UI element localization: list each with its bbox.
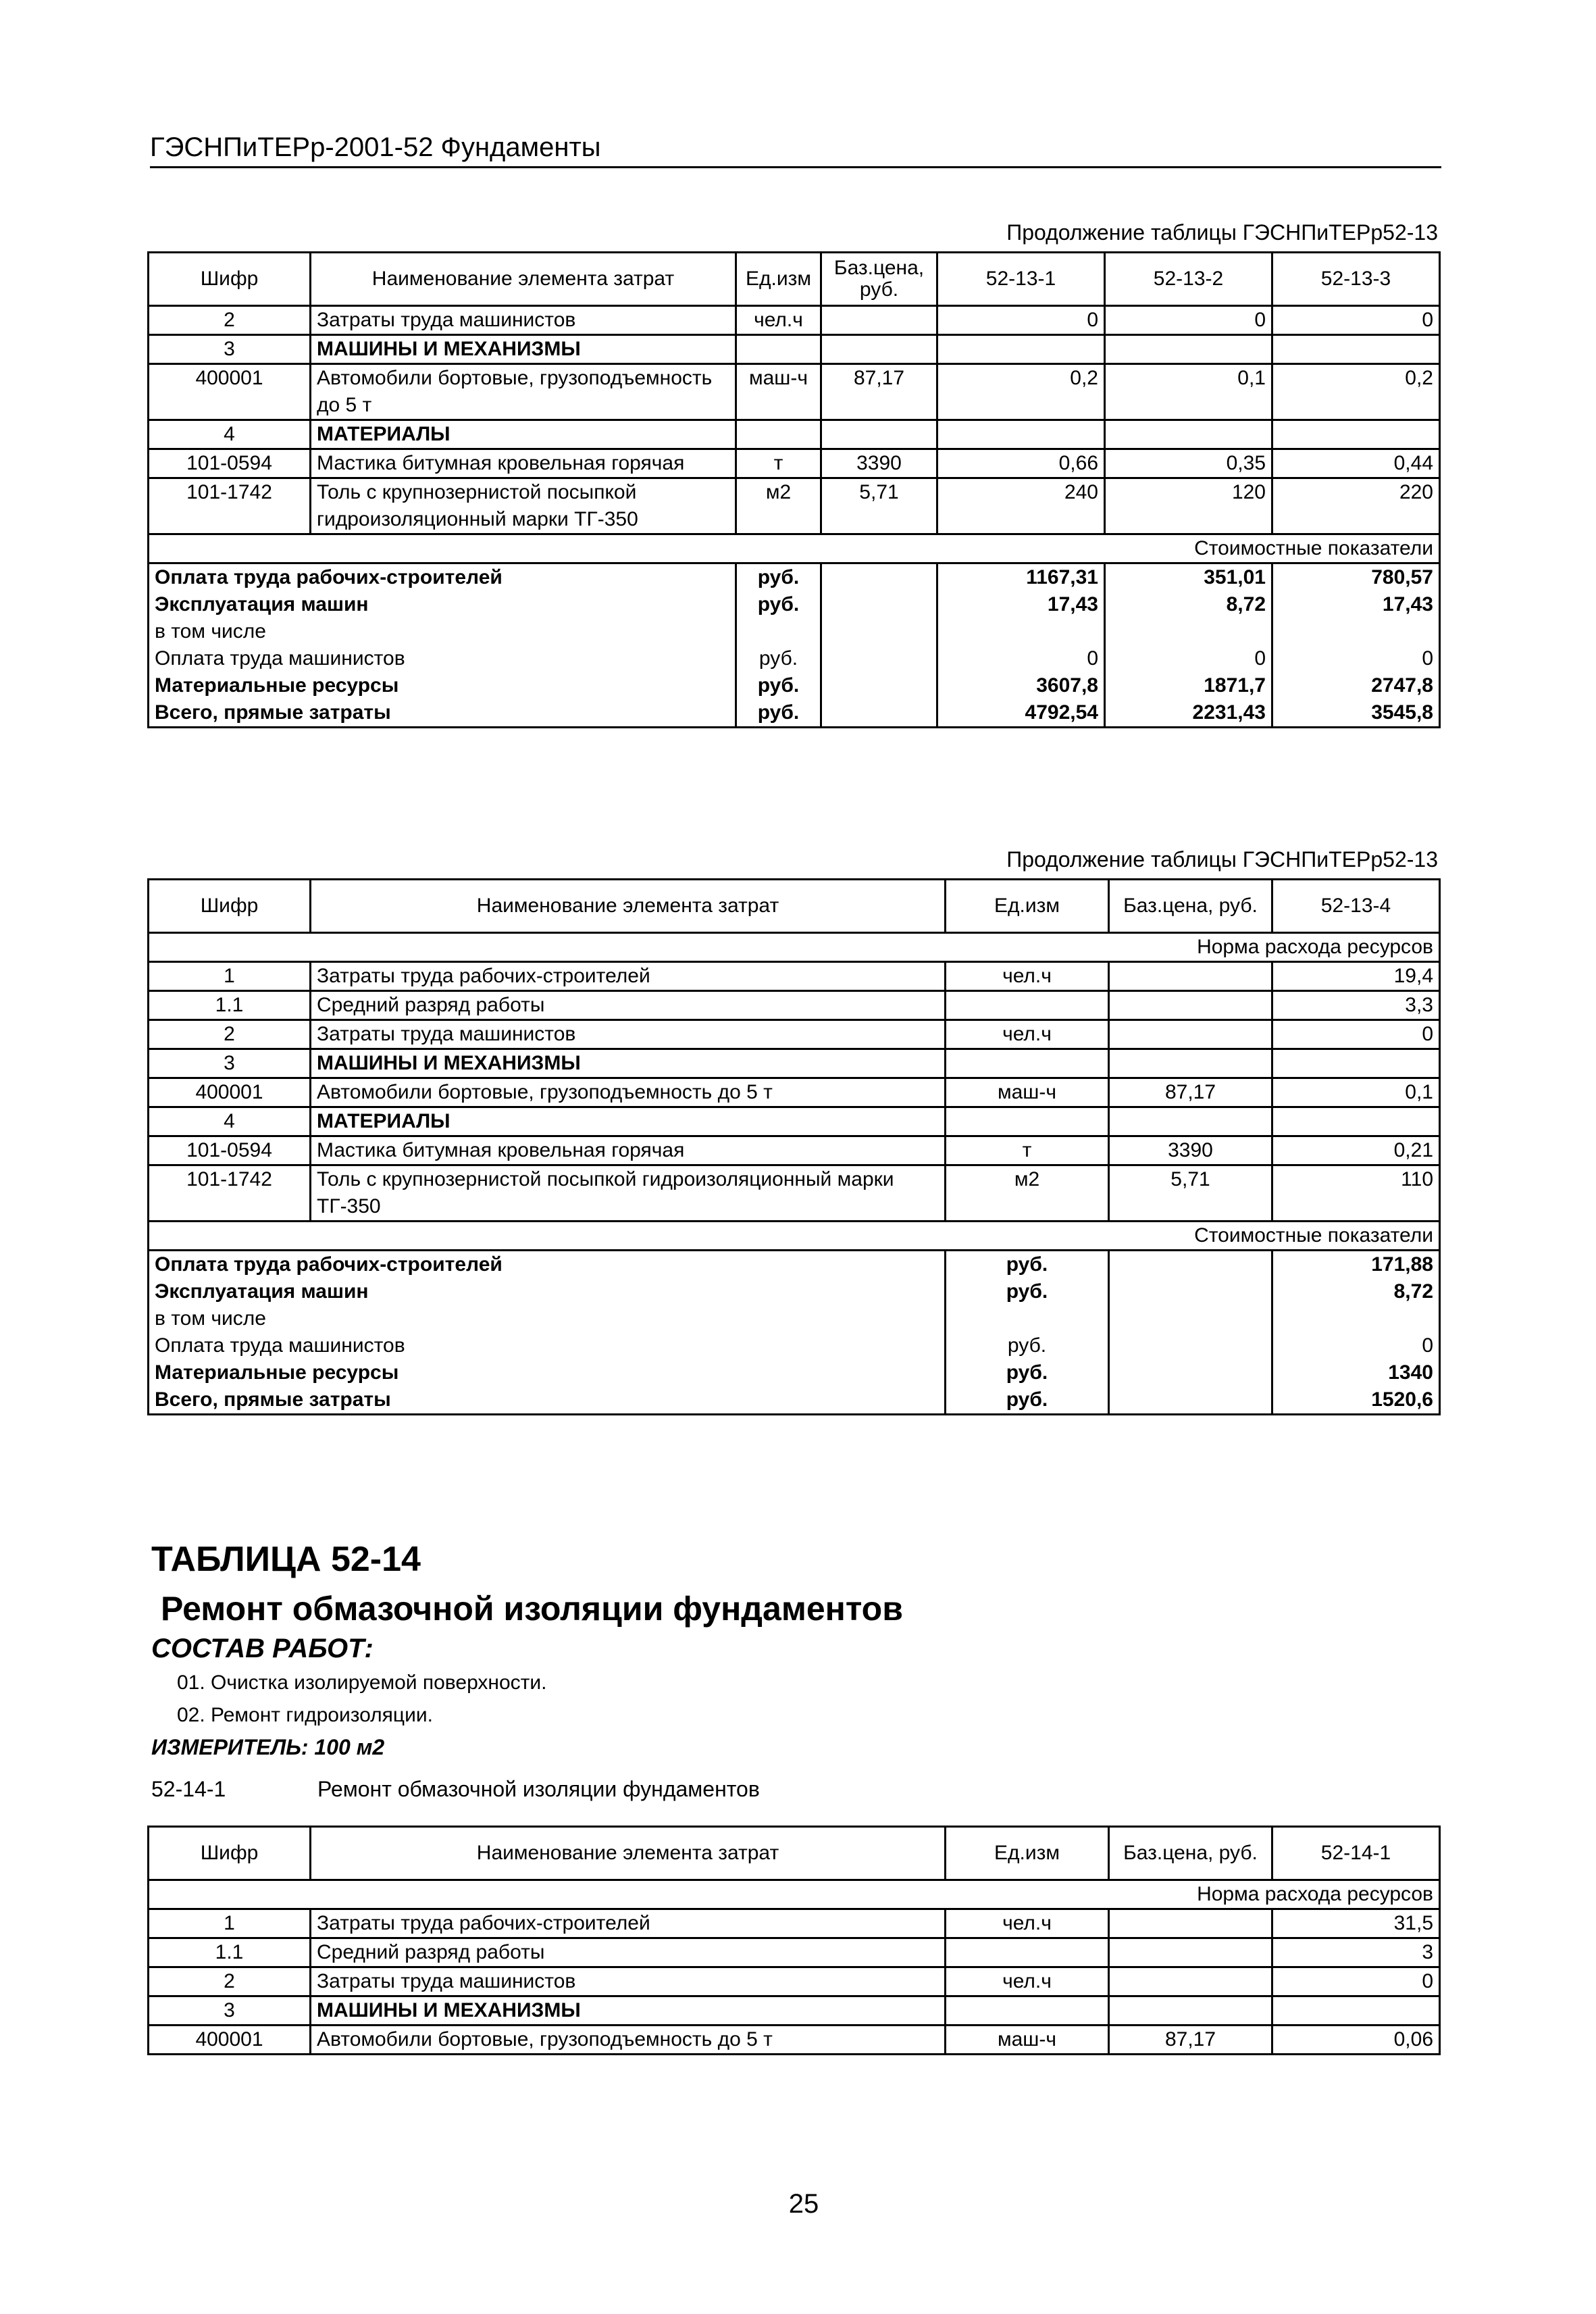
- table-row: [149, 1136, 1440, 1165]
- empty-cell: [1109, 1251, 1272, 1279]
- cost-value: [1272, 1305, 1440, 1332]
- col-unit-header: Ед.изм: [946, 880, 1109, 933]
- row-unit: [946, 1938, 1109, 1967]
- empty-cell: [1105, 335, 1272, 364]
- cost-value: 1167,31: [937, 563, 1105, 592]
- row-code: 101-0594: [149, 449, 311, 478]
- row-unit: т: [946, 1136, 1109, 1165]
- cost-label: Оплата труда рабочих-строителей: [149, 1251, 946, 1279]
- cost-unit: [946, 1305, 1109, 1332]
- row-unit: [946, 991, 1109, 1020]
- empty-cell: [1109, 1996, 1272, 2026]
- empty-cell: [736, 335, 821, 364]
- cost-label: Оплата труда машинистов: [149, 1332, 946, 1359]
- section-subtitle: Ремонт обмазочной изоляции фундаментов: [161, 1590, 903, 1628]
- empty-cell: [1105, 420, 1272, 449]
- empty-cell: [821, 645, 937, 672]
- row-name: Толь с крупнозернистой посыпкой гидроизоляционный марки ТГ-350: [311, 1165, 946, 1222]
- row-code: 101-0594: [149, 1136, 311, 1165]
- table-row: [149, 2026, 1440, 2055]
- row-name: Затраты труда рабочих-строителей: [311, 962, 946, 991]
- empty-cell: [937, 420, 1105, 449]
- table-row: [149, 1078, 1440, 1107]
- table2-caption: Продолжение таблицы ГЭСНПиТЕРр52-13: [1006, 847, 1438, 872]
- row-value: 0: [1272, 306, 1440, 335]
- row-unit: т: [736, 449, 821, 478]
- row-value: 3,3: [1272, 991, 1440, 1020]
- table-row: [149, 1049, 1440, 1078]
- cost-label: Всего, прямые затраты: [149, 1386, 946, 1415]
- col-52-13-4-header: 52-13-4: [1272, 880, 1440, 933]
- table-row: [149, 1996, 1440, 2026]
- row-price: 3390: [1109, 1136, 1272, 1165]
- cost-value: 0: [1105, 645, 1272, 672]
- cost-unit: руб.: [736, 699, 821, 728]
- row-value: 31,5: [1272, 1909, 1440, 1938]
- subtable-name: Ремонт обмазочной изоляции фундаментов: [317, 1777, 760, 1801]
- row-price: [1109, 1020, 1272, 1049]
- cost-value: 17,43: [1272, 591, 1440, 618]
- cost-label: Эксплуатация машин: [149, 591, 736, 618]
- row-code: 400001: [149, 364, 311, 420]
- table-row: [149, 335, 1440, 364]
- cost-value: 4792,54: [937, 699, 1105, 728]
- row-name: Затраты труда машинистов: [311, 306, 736, 335]
- row-code: 4: [149, 420, 311, 449]
- row-section-name: МАТЕРИАЛЫ: [311, 1107, 946, 1136]
- subtable-code: 52-14-1: [151, 1777, 226, 1801]
- col-unit-header: Ед.изм: [736, 253, 821, 306]
- row-value: 0,2: [937, 364, 1105, 420]
- col-52-13-1-header: 52-13-1: [937, 253, 1105, 306]
- cost-label: в том числе: [149, 618, 736, 645]
- row-code: 101-1742: [149, 1165, 311, 1222]
- cost-label-row: [149, 1222, 1440, 1251]
- row-price: 87,17: [1109, 1078, 1272, 1107]
- norm-label-row-label: Норма расхода ресурсов: [149, 1880, 1440, 1909]
- table-row: [149, 420, 1440, 449]
- table-row: [149, 1909, 1440, 1938]
- empty-cell: [1272, 335, 1440, 364]
- cost-row: [149, 672, 1440, 699]
- cost-unit: руб.: [736, 645, 821, 672]
- row-value: 0,66: [937, 449, 1105, 478]
- table-row: [149, 478, 1440, 534]
- row-unit: маш-ч: [946, 2026, 1109, 2055]
- row-price: 87,17: [821, 364, 937, 420]
- cost-value: 780,57: [1272, 563, 1440, 592]
- cost-value: [937, 618, 1105, 645]
- table1: [147, 251, 1441, 728]
- row-section-name: МАШИНЫ И МЕХАНИЗМЫ: [311, 335, 736, 364]
- table-row: [149, 306, 1440, 335]
- empty-cell: [1109, 1278, 1272, 1305]
- empty-cell: [1109, 1049, 1272, 1078]
- row-unit: м2: [736, 478, 821, 534]
- row-price: 3390: [821, 449, 937, 478]
- row-unit: чел.ч: [946, 1020, 1109, 1049]
- empty-cell: [1109, 1386, 1272, 1415]
- row-unit: маш-ч: [946, 1078, 1109, 1107]
- col-name-header: Наименование элемента затрат: [311, 880, 946, 933]
- row-value: 240: [937, 478, 1105, 534]
- table3: [147, 1826, 1441, 2055]
- empty-cell: [946, 1107, 1109, 1136]
- meter-label: ИЗМЕРИТЕЛЬ: 100 м2: [151, 1735, 385, 1759]
- empty-cell: [1109, 1332, 1272, 1359]
- cost-value: 8,72: [1105, 591, 1272, 618]
- table-row: [149, 991, 1440, 1020]
- cost-row: [149, 1386, 1440, 1415]
- cost-value: 8,72: [1272, 1278, 1440, 1305]
- cost-value: 0: [1272, 645, 1440, 672]
- row-name: Мастика битумная кровельная горячая: [311, 449, 736, 478]
- empty-cell: [736, 420, 821, 449]
- row-unit: м2: [946, 1165, 1109, 1222]
- cost-label-row-label: Стоимостные показатели: [149, 1222, 1440, 1251]
- work-item-1: 01. Очистка изолируемой поверхности.: [177, 1671, 547, 1694]
- row-code: 1.1: [149, 991, 311, 1020]
- row-value: 0,21: [1272, 1136, 1440, 1165]
- row-value: 0,2: [1272, 364, 1440, 420]
- row-name: Мастика битумная кровельная горячая: [311, 1136, 946, 1165]
- cost-unit: руб.: [946, 1251, 1109, 1279]
- empty-cell: [1272, 1107, 1440, 1136]
- cost-unit: руб.: [736, 591, 821, 618]
- col-price-header: Баз.цена, руб.: [821, 253, 937, 306]
- row-code: 2: [149, 1020, 311, 1049]
- cost-label-row-label: Стоимостные показатели: [149, 534, 1440, 563]
- empty-cell: [821, 563, 937, 592]
- empty-cell: [1272, 1049, 1440, 1078]
- table-row: [149, 1165, 1440, 1222]
- col-52-13-3-header: 52-13-3: [1272, 253, 1440, 306]
- header-rule: [150, 166, 1441, 168]
- row-name: Затраты труда машинистов: [311, 1967, 946, 1996]
- cost-value: 2231,43: [1105, 699, 1272, 728]
- cost-row: [149, 563, 1440, 592]
- cost-row: [149, 618, 1440, 645]
- row-price: [1109, 991, 1272, 1020]
- col-code-header: Шифр: [149, 880, 311, 933]
- cost-value: 1340: [1272, 1359, 1440, 1386]
- table2: [147, 878, 1441, 1415]
- empty-cell: [821, 420, 937, 449]
- col-52-14-1-header: 52-14-1: [1272, 1827, 1440, 1880]
- row-name: Толь с крупнозернистой посыпкой гидроизоляционный марки ТГ-350: [311, 478, 736, 534]
- table-row: [149, 364, 1440, 420]
- empty-cell: [946, 1049, 1109, 1078]
- section-title: ТАБЛИЦА 52-14: [151, 1540, 421, 1579]
- row-value: 0,1: [1105, 364, 1272, 420]
- row-value: 3: [1272, 1938, 1440, 1967]
- cost-value: 0: [937, 645, 1105, 672]
- row-value: 110: [1272, 1165, 1440, 1222]
- empty-cell: [821, 335, 937, 364]
- cost-label: в том числе: [149, 1305, 946, 1332]
- table-row: [149, 1938, 1440, 1967]
- row-name: Автомобили бортовые, грузоподъемность до 5 т: [311, 1078, 946, 1107]
- empty-cell: [1109, 1107, 1272, 1136]
- row-unit: чел.ч: [946, 1909, 1109, 1938]
- row-price: [1109, 1938, 1272, 1967]
- row-section-name: МАШИНЫ И МЕХАНИЗМЫ: [311, 1049, 946, 1078]
- cost-unit: руб.: [736, 563, 821, 592]
- cost-label: Оплата труда рабочих-строителей: [149, 563, 736, 592]
- row-code: 400001: [149, 2026, 311, 2055]
- cost-label: Материальные ресурсы: [149, 1359, 946, 1386]
- table-row: [149, 1020, 1440, 1049]
- empty-cell: [821, 591, 937, 618]
- row-code: 2: [149, 1967, 311, 1996]
- row-price: 5,71: [1109, 1165, 1272, 1222]
- cost-value: 171,88: [1272, 1251, 1440, 1279]
- table-row: [149, 449, 1440, 478]
- cost-unit: руб.: [946, 1278, 1109, 1305]
- sostav-label: СОСТАВ РАБОТ:: [151, 1634, 374, 1663]
- row-name: Средний разряд работы: [311, 991, 946, 1020]
- row-price: [1109, 1909, 1272, 1938]
- col-name-header: Наименование элемента затрат: [311, 1827, 946, 1880]
- table-row: [149, 1107, 1440, 1136]
- table-row: [149, 962, 1440, 991]
- row-value: 0: [1272, 1967, 1440, 1996]
- row-value: 0: [1105, 306, 1272, 335]
- col-code-header: Шифр: [149, 253, 311, 306]
- col-unit-header: Ед.изм: [946, 1827, 1109, 1880]
- row-name: Средний разряд работы: [311, 1938, 946, 1967]
- row-price: [821, 306, 937, 335]
- row-section-name: МАТЕРИАЛЫ: [311, 420, 736, 449]
- row-price: [1109, 962, 1272, 991]
- row-code: 101-1742: [149, 478, 311, 534]
- col-name-header: Наименование элемента затрат: [311, 253, 736, 306]
- row-unit: чел.ч: [946, 1967, 1109, 1996]
- row-code: 3: [149, 1996, 311, 2026]
- cost-label: Материальные ресурсы: [149, 672, 736, 699]
- row-value: 19,4: [1272, 962, 1440, 991]
- empty-cell: [821, 699, 937, 728]
- cost-row: [149, 1305, 1440, 1332]
- cost-value: 351,01: [1105, 563, 1272, 592]
- norm-label-row: [149, 1880, 1440, 1909]
- cost-label: Эксплуатация машин: [149, 1278, 946, 1305]
- cost-row: [149, 645, 1440, 672]
- row-unit: маш-ч: [736, 364, 821, 420]
- empty-cell: [1109, 1305, 1272, 1332]
- row-code: 1: [149, 1909, 311, 1938]
- row-section-name: МАШИНЫ И МЕХАНИЗМЫ: [311, 1996, 946, 2026]
- cost-value: 3607,8: [937, 672, 1105, 699]
- row-code: 2: [149, 306, 311, 335]
- cost-row: [149, 591, 1440, 618]
- row-code: 1.1: [149, 1938, 311, 1967]
- page-number: 25: [788, 2189, 819, 2219]
- table1-caption: Продолжение таблицы ГЭСНПиТЕРр52-13: [1006, 220, 1438, 245]
- cost-unit: руб.: [946, 1332, 1109, 1359]
- work-item-2: 02. Ремонт гидроизоляции.: [177, 1704, 433, 1726]
- cost-row: [149, 699, 1440, 728]
- norm-label-row: [149, 933, 1440, 962]
- cost-value: [1272, 618, 1440, 645]
- row-code: 1: [149, 962, 311, 991]
- cost-value: 0: [1272, 1332, 1440, 1359]
- cost-row: [149, 1278, 1440, 1305]
- col-price-header: Баз.цена, руб.: [1109, 1827, 1272, 1880]
- row-value: 0,35: [1105, 449, 1272, 478]
- cost-row: [149, 1251, 1440, 1279]
- row-price: 5,71: [821, 478, 937, 534]
- row-code: 3: [149, 335, 311, 364]
- empty-cell: [1272, 420, 1440, 449]
- empty-cell: [821, 618, 937, 645]
- row-value: 0,06: [1272, 2026, 1440, 2055]
- norm-label-row-label: Норма расхода ресурсов: [149, 933, 1440, 962]
- row-value: 0: [1272, 1020, 1440, 1049]
- row-value: 0: [937, 306, 1105, 335]
- row-value: 220: [1272, 478, 1440, 534]
- empty-cell: [1272, 1996, 1440, 2026]
- cost-value: 1520,6: [1272, 1386, 1440, 1415]
- row-name: Затраты труда машинистов: [311, 1020, 946, 1049]
- cost-row: [149, 1359, 1440, 1386]
- page-header: ГЭСНПиТЕРр-2001-52 Фундаменты: [150, 132, 601, 162]
- cost-unit: руб.: [946, 1359, 1109, 1386]
- row-unit: чел.ч: [736, 306, 821, 335]
- row-value: 120: [1105, 478, 1272, 534]
- cost-value: 3545,8: [1272, 699, 1440, 728]
- cost-value: 17,43: [937, 591, 1105, 618]
- cost-label: Оплата труда машинистов: [149, 645, 736, 672]
- row-name: Автомобили бортовые, грузоподъемность до 5 т: [311, 364, 736, 420]
- row-unit: чел.ч: [946, 962, 1109, 991]
- table-row: [149, 1967, 1440, 1996]
- row-code: 4: [149, 1107, 311, 1136]
- row-value: 0,44: [1272, 449, 1440, 478]
- col-price-header: Баз.цена, руб.: [1109, 880, 1272, 933]
- cost-label: Всего, прямые затраты: [149, 699, 736, 728]
- cost-value: [1105, 618, 1272, 645]
- cost-label-row: [149, 534, 1440, 563]
- col-52-13-2-header: 52-13-2: [1105, 253, 1272, 306]
- col-code-header: Шифр: [149, 1827, 311, 1880]
- row-value: 0,1: [1272, 1078, 1440, 1107]
- cost-unit: руб.: [736, 672, 821, 699]
- row-name: Затраты труда рабочих-строителей: [311, 1909, 946, 1938]
- cost-value: 1871,7: [1105, 672, 1272, 699]
- row-price: [1109, 1967, 1272, 1996]
- empty-cell: [946, 1996, 1109, 2026]
- row-name: Автомобили бортовые, грузоподъемность до 5 т: [311, 2026, 946, 2055]
- empty-cell: [821, 672, 937, 699]
- cost-unit: руб.: [946, 1386, 1109, 1415]
- row-code: 400001: [149, 1078, 311, 1107]
- cost-unit: [736, 618, 821, 645]
- row-price: 87,17: [1109, 2026, 1272, 2055]
- row-code: 3: [149, 1049, 311, 1078]
- cost-value: 2747,8: [1272, 672, 1440, 699]
- empty-cell: [937, 335, 1105, 364]
- cost-row: [149, 1332, 1440, 1359]
- empty-cell: [1109, 1359, 1272, 1386]
